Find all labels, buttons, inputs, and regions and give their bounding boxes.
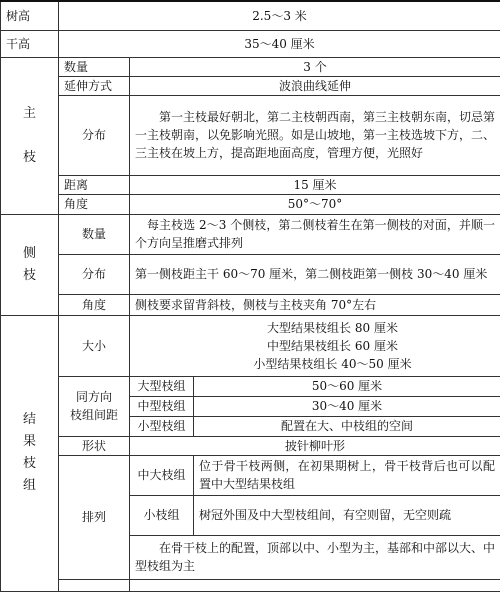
fruiting-group-char: 枝: [6, 453, 53, 475]
row-spacing-large: [1, 376, 500, 396]
side-branch-char: 枝: [6, 265, 53, 287]
spacing-medium-value: 30～40 厘米: [194, 396, 500, 416]
tree-height-label: 树高: [1, 1, 59, 30]
side-distribution-label: 分布: [59, 254, 130, 294]
main-branch-char: 主: [6, 103, 53, 125]
arrange-large-medium-label: 中大枝组: [130, 455, 194, 495]
row-arrange-large-medium: [1, 455, 500, 495]
group-size-line: 中型结果枝组长 60 厘米: [170, 337, 495, 355]
row-main-extension: [1, 76, 500, 95]
fruiting-group-label: [1, 315, 59, 591]
main-angle-label: 角度: [59, 194, 130, 214]
side-angle-label: 角度: [59, 294, 130, 315]
group-spacing-label-line: 同方向: [64, 388, 124, 406]
fruiting-group-char: 果: [6, 431, 53, 453]
row-main-quantity: [1, 57, 500, 76]
row-side-angle: [1, 294, 500, 315]
spacing-large-label: 大型枝组: [130, 376, 194, 396]
arrange-small-value: 树冠外围及中大型枝组间，有空则留，无空则疏: [194, 495, 500, 535]
group-size-line: 大型结果枝组长 80 厘米: [170, 319, 495, 337]
trunk-height-label: 干高: [1, 30, 59, 57]
row-group-size: [1, 315, 500, 376]
side-branch-char: 侧: [6, 243, 53, 265]
fruiting-group-char: 组: [6, 475, 53, 497]
side-quantity-value: 每主枝选 2～3 个侧枝，第二侧枝着生在第一侧枝的对面，并顺一个方向呈推磨式排列: [130, 214, 500, 254]
group-shape-label: 形状: [59, 436, 130, 455]
main-extension-label: 延伸方式: [59, 76, 130, 95]
arrangement-label: 排列: [59, 455, 130, 579]
main-distribution-value: 第一主枝最好朝北，第二主枝朝西南，第三主枝朝东南，切忌第一主枝朝南，以免影响光照。如是山坡地，第一主枝选坡下方，二、三主枝在坡上方，提高距地面高度，管理方便，光照好: [130, 95, 500, 175]
arrange-small-label: 小枝组: [130, 495, 194, 535]
arrange-large-medium-value: 位于骨干枝两侧，在初果期树上，骨干枝背后也可以配置中大型结果枝组: [194, 455, 500, 495]
main-extension-value: 波浪曲线延伸: [130, 76, 500, 95]
side-quantity-label: 数量: [59, 214, 130, 254]
fruiting-group-char: 结: [6, 409, 53, 431]
main-branch-char: 枝: [6, 147, 53, 169]
tree-height-value: 2.5～3 米: [59, 1, 500, 30]
row-main-distribution: [1, 95, 500, 175]
row-main-angle: [1, 194, 500, 214]
group-shape-value: 披针柳叶形: [130, 436, 500, 455]
side-angle-value: 侧枝要求留背斜枝，侧枝与主枝夹角 70°左右: [130, 294, 500, 315]
row-group-shape: [1, 436, 500, 455]
side-branch-label: [1, 214, 59, 315]
main-distance-label: 距离: [59, 175, 130, 194]
main-distance-value: 15 厘米: [130, 175, 500, 194]
arrange-scaffold-value: 在骨干枝上的配置，顶部以中、小型为主，基部和中部以大、中型枝组为主: [130, 535, 500, 579]
spacing-small-label: 小型枝组: [130, 416, 194, 436]
group-spacing-label: [59, 376, 130, 436]
group-size-values: [130, 315, 500, 376]
row-trunk-height: [1, 30, 500, 57]
group-size-line: 小型结果枝组长 40～50 厘米: [170, 355, 495, 373]
row-tree-height: [1, 1, 500, 30]
row-main-distance: [1, 175, 500, 194]
row-side-quantity: [1, 214, 500, 254]
group-spacing-label-line: 枝组间距: [64, 406, 124, 424]
main-angle-value: 50°～70°: [130, 194, 500, 214]
group-size-label: 大小: [59, 315, 130, 376]
trunk-height-value: 35～40 厘米: [59, 30, 500, 57]
main-branch-label: [1, 57, 59, 214]
row-side-distribution: [1, 254, 500, 294]
spacing-large-value: 50～60 厘米: [194, 376, 500, 396]
main-quantity-label: 数量: [59, 57, 130, 76]
main-distribution-label: 分布: [59, 95, 130, 175]
spacing-medium-label: 中型枝组: [130, 396, 194, 416]
spacing-small-value: 配置在大、中枝组的空间: [194, 416, 500, 436]
side-distribution-value: 第一侧枝距主干 60～70 厘米，第二侧枝距第一侧枝 30～40 厘米: [130, 254, 500, 294]
main-quantity-value: 3 个: [130, 57, 500, 76]
